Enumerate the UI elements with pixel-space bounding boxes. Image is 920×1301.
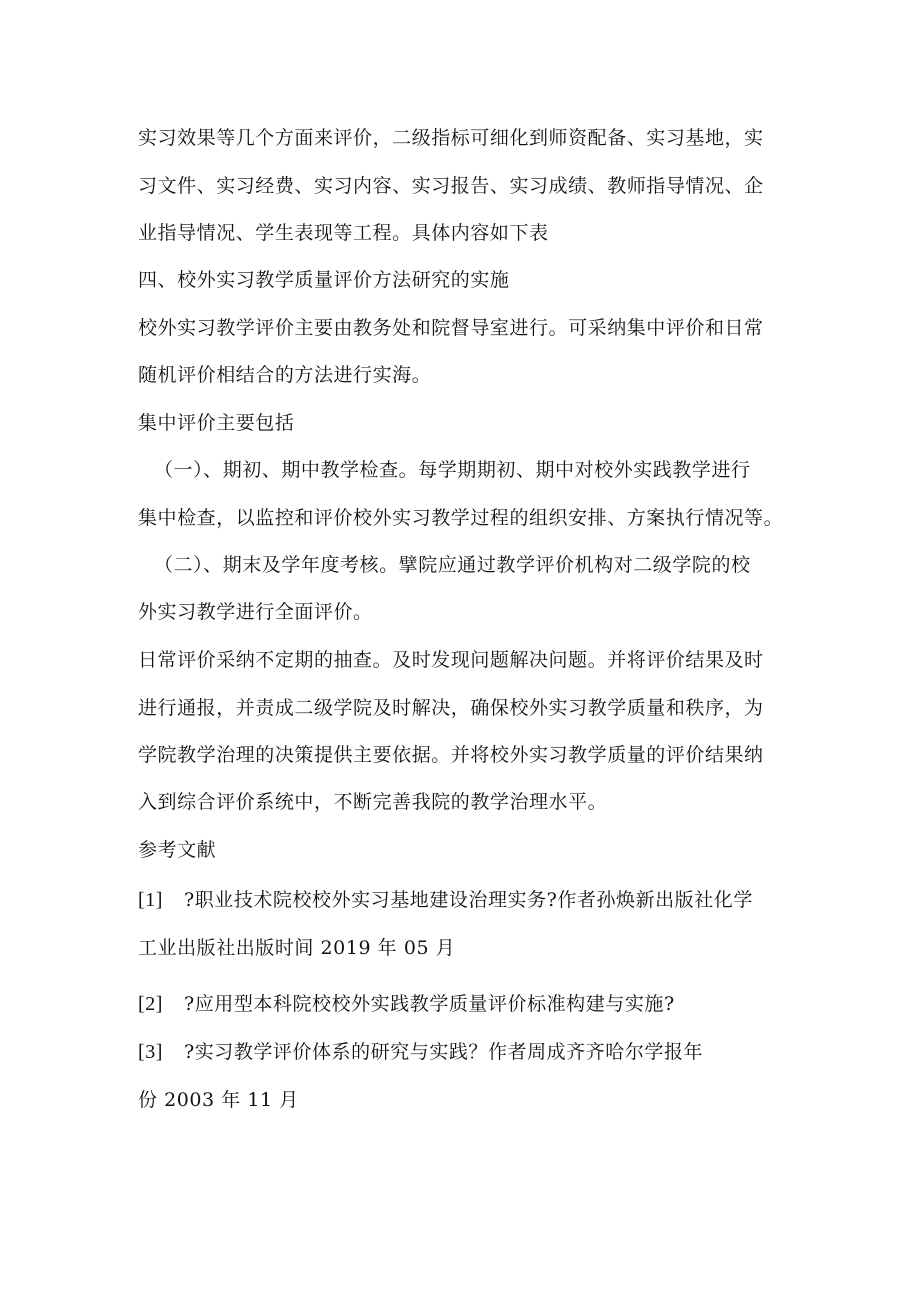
reference-text: ?应用型本科院校校外实践教学质量评价标准构建与实施?	[184, 993, 675, 1015]
paragraph-line: 集中评价主要包括	[138, 412, 295, 434]
paragraph-line: （一）、期初、期中教学检查。每学期期初、期中对校外实践教学进行	[154, 459, 751, 481]
paragraph-line: 随机评价相结合的方法进行实海。	[138, 364, 432, 386]
reference-number: [2]	[138, 993, 163, 1015]
paragraph-line: 日常评价采纳不定期的抽查。及时发现问题解决问题。并将评价结果及时	[138, 649, 764, 671]
reference-number: [3]	[138, 1041, 163, 1063]
reference-continuation	[138, 936, 455, 960]
reference-item	[138, 992, 675, 1016]
paragraph-line: 集中检查，以监控和评价校外实习教学过程的组织安排、方案执行情况等。	[138, 507, 784, 529]
paragraph-line: 业指导情况、学生表现等工程。具体内容如下表	[138, 222, 549, 244]
reference-number: [1]	[138, 889, 163, 911]
reference-continuation	[138, 1088, 299, 1112]
reference-item	[138, 1040, 703, 1064]
section-heading: 四、校外实习教学质量评价方法研究的实施	[138, 269, 510, 291]
reference-text: 工业出版社出版时间 2019 年 05 月	[138, 937, 456, 959]
paragraph-line: 校外实习教学评价主要由教务处和院督导室进行。可采纳集中评价和日常	[138, 317, 764, 339]
paragraph-line: （二）、期末及学年度考核。擘院应通过教学评价机构对二级学院的校	[154, 554, 751, 576]
paragraph-line: 学院教学治理的决策提供主要依据。并将校外实习教学质量的评价结果纳	[138, 744, 764, 766]
paragraph-line: 习文件、实习经费、实习内容、实习报告、实习成绩、教师指导情况、企	[138, 175, 764, 197]
paragraph-line: 进行通报，并责成二级学院及时解决，确保校外实习教学质量和秩序，为	[138, 697, 764, 719]
reference-text: ?职业技术院校校外实习基地建设治理实务?作者孙焕新出版社化学	[184, 889, 753, 911]
paragraph-line: 入到综合评价系统中，不断完善我院的教学治理水平。	[138, 791, 608, 813]
paragraph-line: 外实习教学进行全面评价。	[138, 601, 373, 623]
reference-item	[138, 888, 753, 912]
reference-text: ?实习教学评价体系的研究与实践？作者周成齐齐哈尔学报年	[184, 1041, 704, 1063]
references-heading: 参考文献	[138, 839, 217, 861]
paragraph-line: 实习效果等几个方面来评价，二级指标可细化到师资配备、实习基地，实	[138, 127, 764, 149]
reference-text: 份 2003 年 11 月	[138, 1089, 299, 1111]
